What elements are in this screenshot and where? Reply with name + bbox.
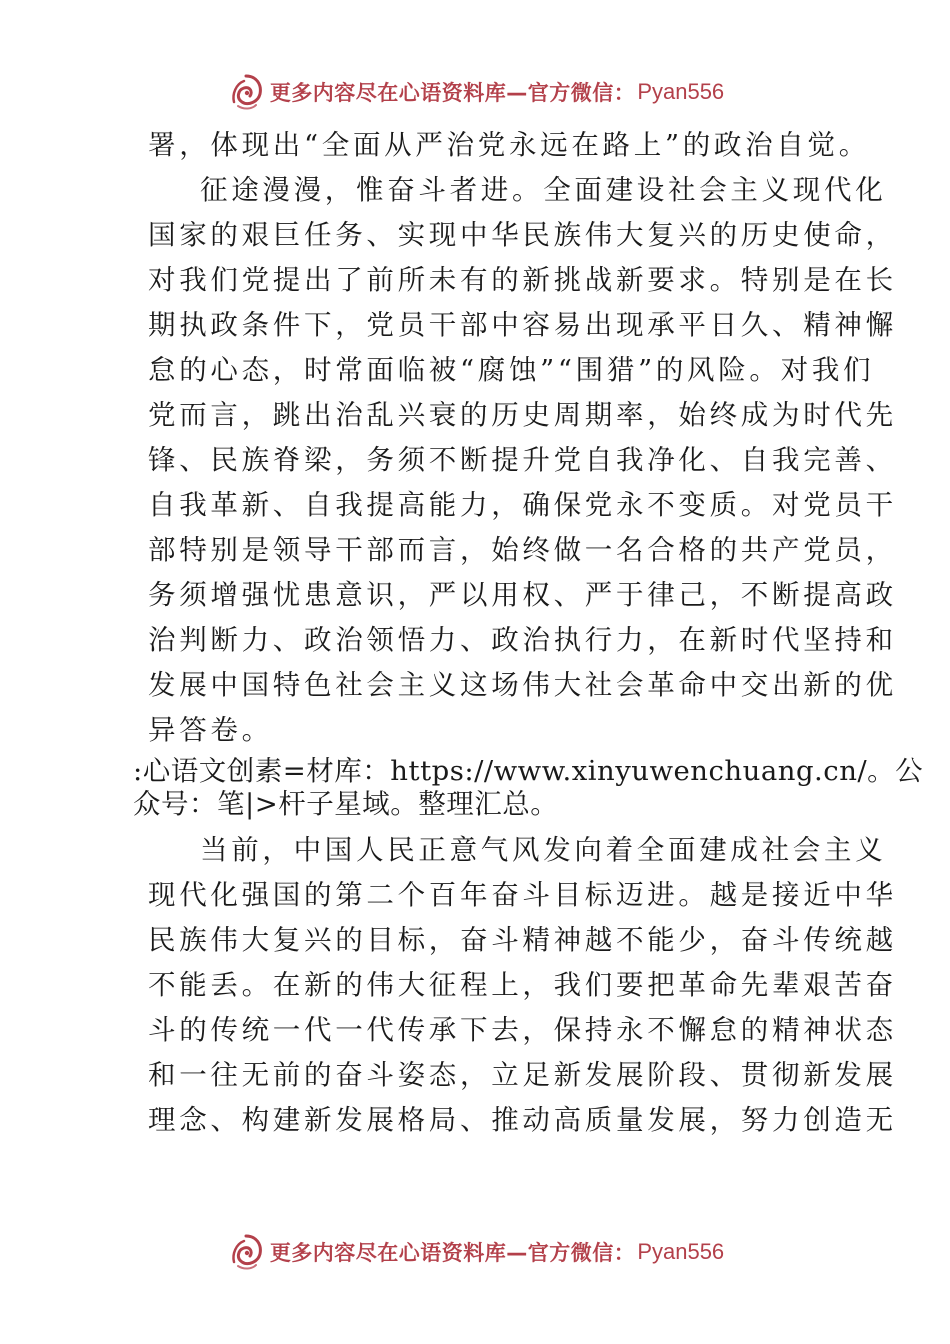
header-banner [0,70,950,114]
banner-text: 更多内容尽在心语资料库—官方微信： [269,81,636,105]
paragraph-line: 对我们党提出了前所未有的新挑战新要求。特别是在长 [148,264,897,296]
paragraph-line: 自我革新、自我提高能力，确保党永不变质。对党员干 [148,489,897,521]
paragraph-line: 怠的心态，时常面临被“腐蚀”“围猎”的风险。对我们 [148,354,875,386]
paragraph-line: 征途漫漫，惟奋斗者进。全面建设社会主义现代化 [200,174,887,206]
paragraph-line: 务须增强忧患意识，严以用权、严于律己，不断提高政 [148,579,897,611]
paragraph-line: 现代化强国的第二个百年奋斗目标迈进。越是接近中华 [148,879,897,911]
paragraph-line: 锋、民族脊梁，务须不断提升党自我净化、自我完善、 [148,444,897,476]
footer-banner [0,1230,950,1274]
paragraph-line: 当前，中国人民正意气风发向着全面建成社会主义 [200,834,887,866]
paragraph-line: 期执政条件下，党员干部中容易出现承平日久、精神懈 [148,309,897,341]
paragraph-line: 斗的传统一代一代传承下去，保持永不懈怠的精神状态 [148,1014,897,1046]
paragraph-line: 国家的艰巨任务、实现中华民族伟大复兴的历史使命， [148,219,897,251]
paragraph-line: 不能丢。在新的伟大征程上，我们要把革命先辈艰苦奋 [148,969,897,1001]
paragraph-line: 民族伟大复兴的目标，奋斗精神越不能少，奋斗传统越 [148,924,897,956]
paragraph-line: 党而言，跳出治乱兴衰的历史周期率，始终成为时代先 [148,399,897,431]
banner-wechat-id: Pyan556 [637,1239,725,1264]
swirl-logo-icon [226,72,266,112]
paragraph-line: 和一往无前的奋斗姿态，立足新发展阶段、贯彻新发展 [148,1059,897,1091]
source-note-line: :心语文创素=材库：https://www.xinyuwenchuang.cn/。公 [133,755,924,787]
paragraph-line: 署，体现出“全面从严治党永远在路上”的政治自觉。 [148,129,870,161]
paragraph-line: 治判断力、政治领悟力、政治执行力，在新时代坚持和 [148,624,897,656]
banner-text: 更多内容尽在心语资料库—官方微信： [269,1241,636,1265]
source-note-line: 众号：笔|>杆子星域。整理汇总。 [133,788,559,820]
paragraph-line: 异答卷。 [148,714,273,746]
paragraph-line: 部特别是领导干部而言，始终做一名合格的共产党员， [148,534,897,566]
paragraph-line: 理念、构建新发展格局、推动高质量发展，努力创造无 [148,1104,897,1136]
paragraph-line: 发展中国特色社会主义这场伟大社会革命中交出新的优 [148,669,897,701]
swirl-logo-icon [226,1232,266,1272]
banner-wechat-id: Pyan556 [637,79,725,104]
